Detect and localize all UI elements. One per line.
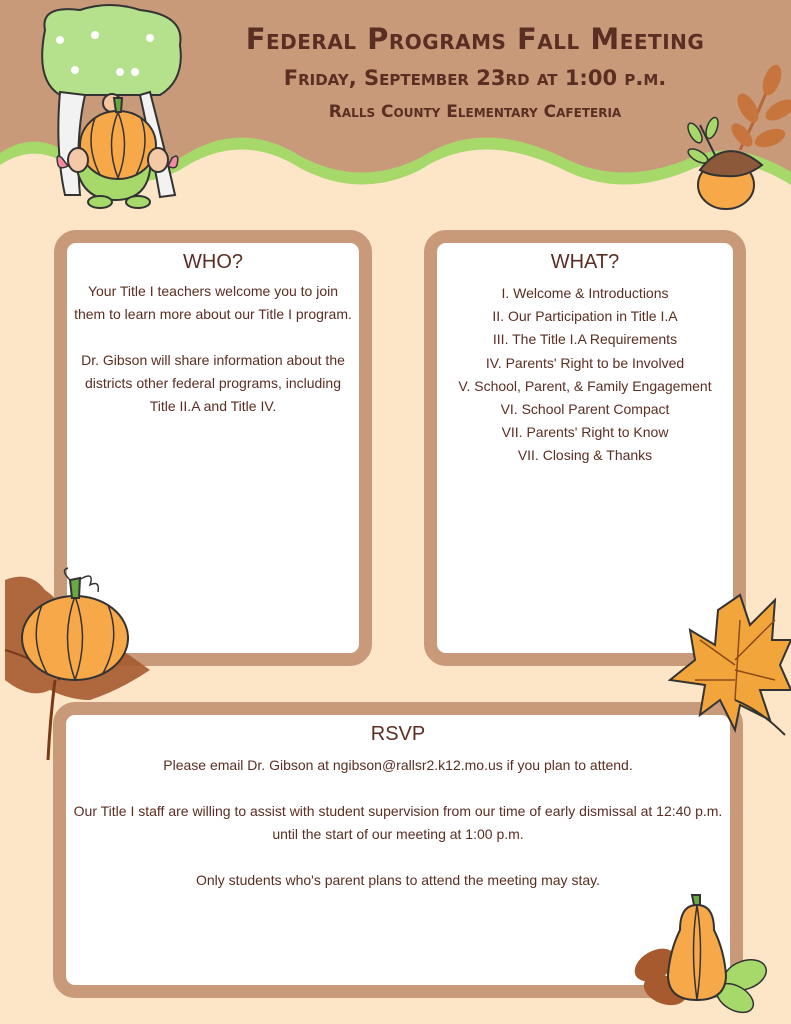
what-heading: WHAT? xyxy=(550,251,620,273)
who-paragraph-1: Your Title I teachers welcome you to join them to learn more about our Title I program. xyxy=(74,283,352,322)
meeting-location: Ralls County Elementary Cafeteria xyxy=(328,102,622,122)
agenda-item: III. The Title I.A Requirements xyxy=(492,331,678,348)
who-heading: WHO? xyxy=(183,251,243,273)
rsvp-heading: RSVP xyxy=(370,723,426,745)
agenda-item: VII. Closing & Thanks xyxy=(517,447,653,464)
who-paragraph-2: Dr. Gibson will share information about the districts other federal programs, including Title II.A and Title IV. xyxy=(81,352,345,414)
agenda-item: VII. Parents' Right to Know xyxy=(501,424,669,441)
rsvp-paragraph-1: Please email Dr. Gibson at ngibson@rallsr2.k12.mo.us if you plan to attend. xyxy=(163,757,633,773)
agenda-item: II. Our Participation in Title I.A xyxy=(492,308,678,325)
meeting-date-time: Friday, September 23rd at 1:00 p.m. xyxy=(283,66,667,90)
agenda-item: V. School, Parent, & Family Engagement xyxy=(458,377,712,394)
agenda-item: I. Welcome & Introductions xyxy=(501,285,669,301)
agenda-item: VI. School Parent Compact xyxy=(500,401,670,418)
agenda-item: IV. Parents' Right to be Involved xyxy=(485,354,685,371)
page-title: Federal Programs Fall Meeting xyxy=(245,22,705,56)
rsvp-paragraph-2: Our Title I staff are willing to assist with student supervision from our time of early dismissal at 12:40 p.m. until the start of our meeting at 1:00 p.m. xyxy=(73,803,723,842)
rsvp-paragraph-3: Only students who's parent plans to attend the meeting may stay. xyxy=(196,872,600,888)
